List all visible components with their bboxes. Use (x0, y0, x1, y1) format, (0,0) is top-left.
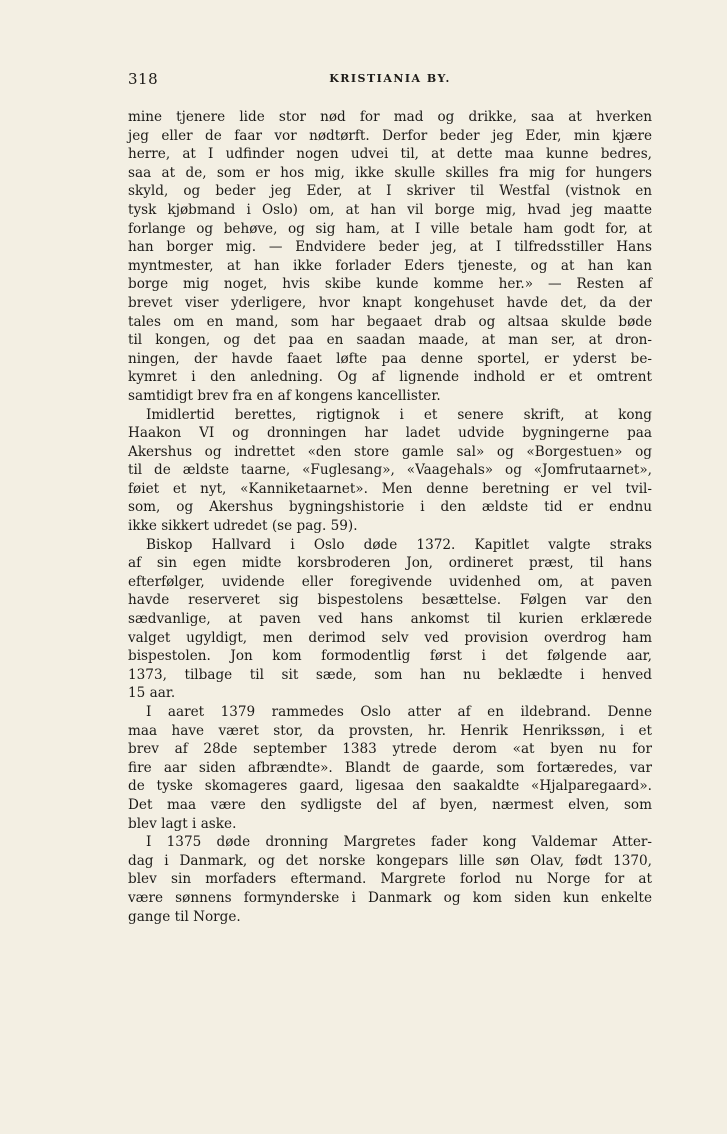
running-title: KRISTIANIA BY. (329, 72, 451, 85)
text-line: Akershus og indrettet «den store gamle sal» og «Borgestuen» og (128, 443, 652, 460)
text-line: sædvanlige, at paven ved hans ankomst til kurien erklærede (128, 611, 652, 628)
text-line: I 1375 døde dronning Margretes fader kong Valdemar Atter- (146, 834, 652, 851)
text-line: myntmester, at han ikke forlader Eders tjeneste, og at han kan (128, 257, 652, 274)
text-line: mine tjenere lide stor nød for mad og drikke, saa at hverken (128, 109, 652, 125)
text-line: Det maa være den sydligste del af byen, nærmest elven, som (128, 796, 652, 813)
body-text (128, 108, 652, 926)
text-line: ningen, der havde faaet løfte paa denne sportel, er yderst be- (128, 350, 652, 367)
text-line: Biskop Hallvard i Oslo døde 1372. Kapitlet valgte straks (146, 536, 652, 553)
text-line: bispestolen. Jon kom formodentlig først i det følgende aar, (128, 648, 652, 665)
text-line: Imidlertid berettes, rigtignok i et senere skrift, at kong (146, 406, 652, 423)
text-line: tales om en mand, som har begaaet drab og altsaa skulde bøde (128, 313, 652, 330)
text-line: samtidigt brev fra en af kongens kancellister. (128, 387, 441, 404)
text-line: valget ugyldigt, men derimod selv ved provision overdrog ham (128, 629, 652, 646)
text-line: dag i Danmark, og det norske kongepars lille søn Olav, født 1370, (128, 852, 652, 869)
text-line: herre, at I udfinder nogen udvei til, at dette maa kunne bedres, (128, 146, 652, 163)
text-line: til kongen, og det paa en saadan maade, at man ser, at dron- (128, 332, 652, 349)
text-line: I aaret 1379 rammedes Oslo atter af en ildebrand. Denne (146, 704, 652, 720)
text-line: brevet viser yderligere, hvor knapt kongehuset havde det, da der (128, 294, 652, 311)
text-line: jeg eller de faar vor nødtørft. Derfor beder jeg Eder, min kjære (128, 127, 652, 144)
text-line: 15 aar. (128, 685, 176, 702)
text-line: maa have været stor, da provsten, hr. Henrik Henrikssøn, i et (128, 722, 652, 739)
text-line: tysk kjøbmand i Oslo) om, at han vil borge mig, hvad jeg maatte (128, 201, 652, 218)
text-line: blev sin morfaders eftermand. Margrete forlod nu Norge for at (128, 871, 652, 888)
text-line: kymret i den anledning. Og af lignende indhold er et omtrent (128, 369, 652, 386)
text-line: til de ældste taarne, «Fuglesang», «Vaagehals» og «Jomfrutaarnet», (128, 462, 652, 479)
text-line: 1373, tilbage til sit sæde, som han nu beklædte i henved (128, 666, 652, 683)
text-line: efterfølger, uvidende eller foregivende uvidenhed om, at paven (128, 573, 652, 590)
text-line: af sin egen midte korsbroderen Jon, ordineret præst, til hans (128, 555, 652, 572)
text-line: havde reserveret sig bispestolens besættelse. Følgen var den (128, 592, 652, 609)
running-head (128, 70, 652, 92)
text-line: skyld, og beder jeg Eder, at I skriver til Westfal (vistnok en (128, 183, 652, 200)
text-line: forlange og behøve, og sig ham, at I ville betale ham godt for, at (128, 220, 652, 237)
text-line: ikke sikkert udredet (se pag. 59). (128, 518, 358, 535)
text-line: gange til Norge. (128, 908, 241, 925)
text-line: brev af 28de september 1383 ytrede derom «at byen nu for (128, 741, 652, 758)
text-line: han borger mig. — Endvidere beder jeg, at I tilfredsstiller Hans (128, 239, 652, 256)
text-line: fire aar siden afbrændte». Blandt de gaarde, som fortæredes, var (128, 759, 652, 776)
text-line: blev lagt i aske. (128, 815, 237, 832)
page-number: 318 (128, 70, 159, 88)
text-line: føiet et nyt, «Kanniketaarnet». Men denne beretning er vel tvil- (128, 480, 652, 497)
text-line: som, og Akershus bygningshistorie i den ældste tid er endnu (128, 499, 652, 516)
text-line: være sønnens formynderske i Danmark og kom siden kun enkelte (128, 889, 652, 906)
text-line: Haakon VI og dronningen har ladet udvide bygningerne paa (128, 425, 652, 442)
text-line: saa at de, som er hos mig, ikke skulle skilles fra mig for hungers (128, 164, 652, 181)
text-line: borge mig noget, hvis skibe kunde komme her.» — Resten af (128, 276, 652, 293)
text-line: de tyske skomageres gaard, ligesaa den saakaldte «Hjalparegaard». (128, 778, 652, 795)
